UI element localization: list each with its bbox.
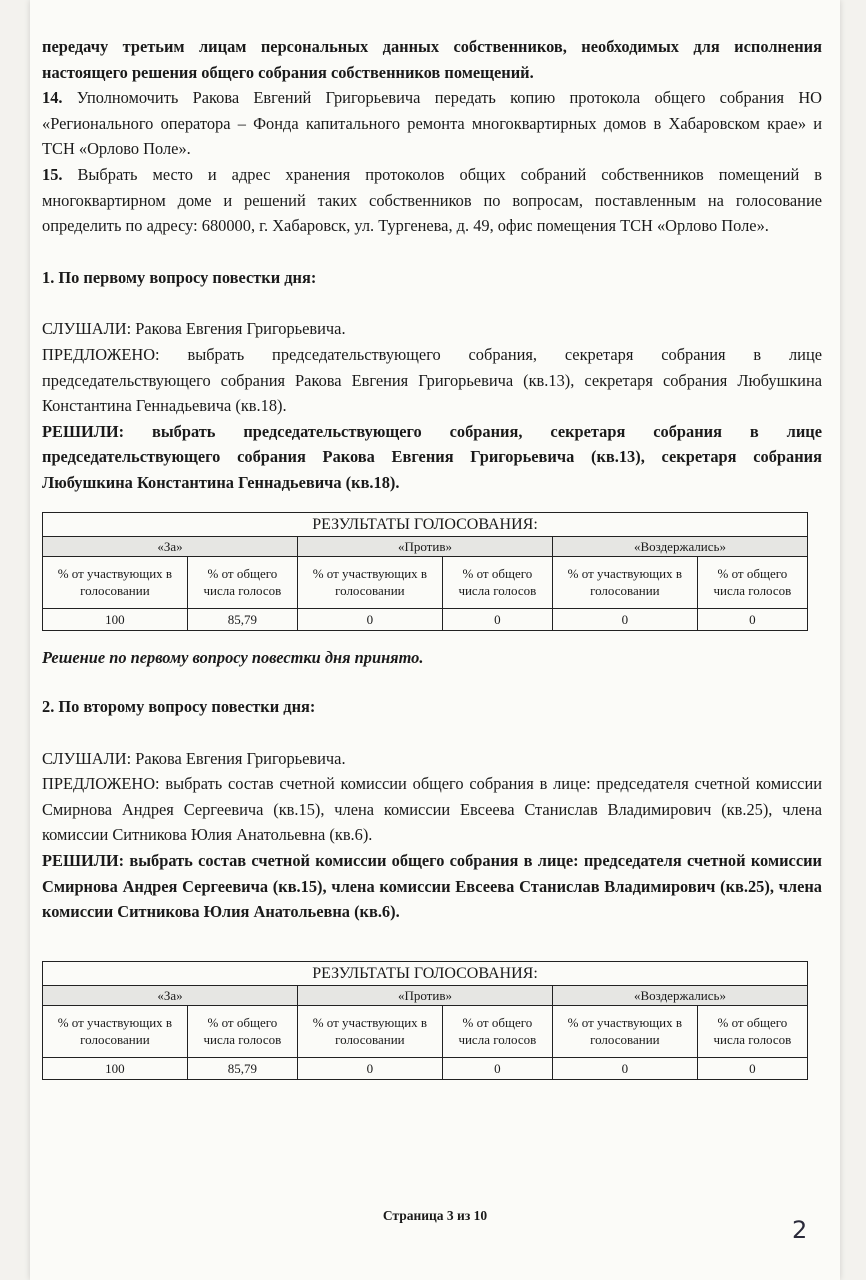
q2-value-cell: 0	[552, 1057, 697, 1079]
q2-decided: РЕШИЛИ: выбрать состав счетной комиссии общего собрания в лице: председателя счетной комиссии Смирнова Андрея Сергеевича (кв.15), члена комиссии Евсеева Станислав Владимирович (кв.25), члена комиссии Ситникова Юлия Анатольевна (кв.6).	[42, 851, 822, 922]
q1-value-cell: 0	[552, 608, 697, 630]
q2-value-cell: 100	[43, 1057, 188, 1079]
q2-group-for: «За»	[43, 985, 298, 1005]
paragraph-14-text: Уполномочить Ракова Евгений Григорьевича передать копию протокола общего собрания НО «Регионального оператора – Фонда капитального ремонта многоквартирных домов в Хабаровском крае» и ТСН «Орлово Поле».	[42, 88, 822, 159]
paragraph-13-continuation: передачу третьим лицам персональных данных собственников, необходимых для исполнения настоящего решения общего собрания собственников помещений.	[42, 37, 822, 82]
q2-value-cell: 85,79	[187, 1057, 297, 1079]
handwritten-page-number: 2	[792, 1216, 808, 1244]
q1-value-cell: 0	[697, 608, 807, 630]
q2-col-header: % от общего числа голосов	[187, 1005, 297, 1057]
q1-proposed: ПРЕДЛОЖЕНО: выбрать председательствующего собрания, секретаря собрания в лице председательствующего собрания Ракова Евгения Григорьевича (кв.13), секретаря собрания Любушкина Константина Геннадьевича (кв.18).	[42, 344, 822, 416]
q1-value-cell: 0	[297, 608, 442, 630]
paragraph-14	[42, 85, 822, 162]
q2-group-abstain: «Воздержались»	[552, 985, 807, 1005]
q1-col-header: % от общего числа голосов	[697, 556, 807, 608]
q1-col-header: % от общего числа голосов	[442, 556, 552, 608]
q1-col-header: % от участвующих в голосовании	[297, 556, 442, 608]
document-page	[30, 0, 840, 1280]
q1-heard: СЛУШАЛИ: Ракова Евгения Григорьевича.	[42, 319, 346, 339]
q2-value-cell: 0	[297, 1057, 442, 1079]
q2-table-title: РЕЗУЛЬТАТЫ ГОЛОСОВАНИЯ:	[43, 961, 808, 985]
q2-group-against: «Против»	[297, 985, 552, 1005]
paragraph-15	[42, 162, 822, 239]
q2-col-header: % от участвующих в голосовании	[43, 1005, 188, 1057]
q1-value-cell: 100	[43, 608, 188, 630]
q1-decided: РЕШИЛИ: выбрать председательствующего собрания, секретаря собрания в лице председательствующего собрания Ракова Евгения Григорьевича (кв.13), секретаря собрания Любушкина Константина Геннадьевича (кв.18).	[42, 421, 822, 492]
q2-col-header: % от общего числа голосов	[442, 1005, 552, 1057]
q2-col-header: % от участвующих в голосовании	[552, 1005, 697, 1057]
paragraph-15-number: 15.	[42, 164, 63, 184]
q1-value-cell: 85,79	[187, 608, 297, 630]
q2-proposed: ПРЕДЛОЖЕНО: выбрать состав счетной комиссии общего собрания в лице: председателя счетной комиссии Смирнова Андрея Сергеевича (кв.15), члена комиссии Евсеева Станислав Владимирович (кв.25), члена комиссии Ситникова Юлия Анатольевна (кв.6).	[42, 774, 822, 845]
q1-results-table	[42, 512, 808, 631]
q2-heard: СЛУШАЛИ: Ракова Евгения Григорьевича.	[42, 748, 346, 768]
q2-value-cell: 0	[442, 1057, 552, 1079]
q1-col-header: % от общего числа голосов	[187, 556, 297, 608]
q2-results-table	[42, 961, 808, 1080]
q2-col-header: % от общего числа голосов	[697, 1005, 807, 1057]
q1-group-abstain: «Воздержались»	[552, 536, 807, 556]
q1-group-against: «Против»	[297, 536, 552, 556]
q1-value-cell: 0	[442, 608, 552, 630]
q1-heading: 1. По первому вопросу повестки дня:	[42, 267, 317, 287]
page-footer: Страница 3 из 10	[382, 1208, 488, 1223]
q1-result: Решение по первому вопросу повестки дня принято.	[42, 647, 424, 667]
q1-table-title: РЕЗУЛЬТАТЫ ГОЛОСОВАНИЯ:	[43, 512, 808, 536]
q2-value-cell: 0	[697, 1057, 807, 1079]
paragraph-15-text: Выбрать место и адрес хранения протоколов общих собраний собственников помещений в многоквартирном доме и решений таких собственников по вопросам, поставленным на голосование определить по адресу: 680000, г. Хабаровск, ул. Тургенева, д. 49, офис помещения ТСН «Орлово Поле».	[42, 164, 822, 236]
page-content	[42, 34, 822, 1080]
q1-col-header: % от участвующих в голосовании	[43, 556, 188, 608]
q1-group-for: «За»	[43, 536, 298, 556]
q1-col-header: % от участвующих в голосовании	[552, 556, 697, 608]
q2-heading: 2. По второму вопросу повестки дня:	[42, 697, 316, 717]
paragraph-14-number: 14.	[42, 88, 63, 108]
q2-col-header: % от участвующих в голосовании	[297, 1005, 442, 1057]
